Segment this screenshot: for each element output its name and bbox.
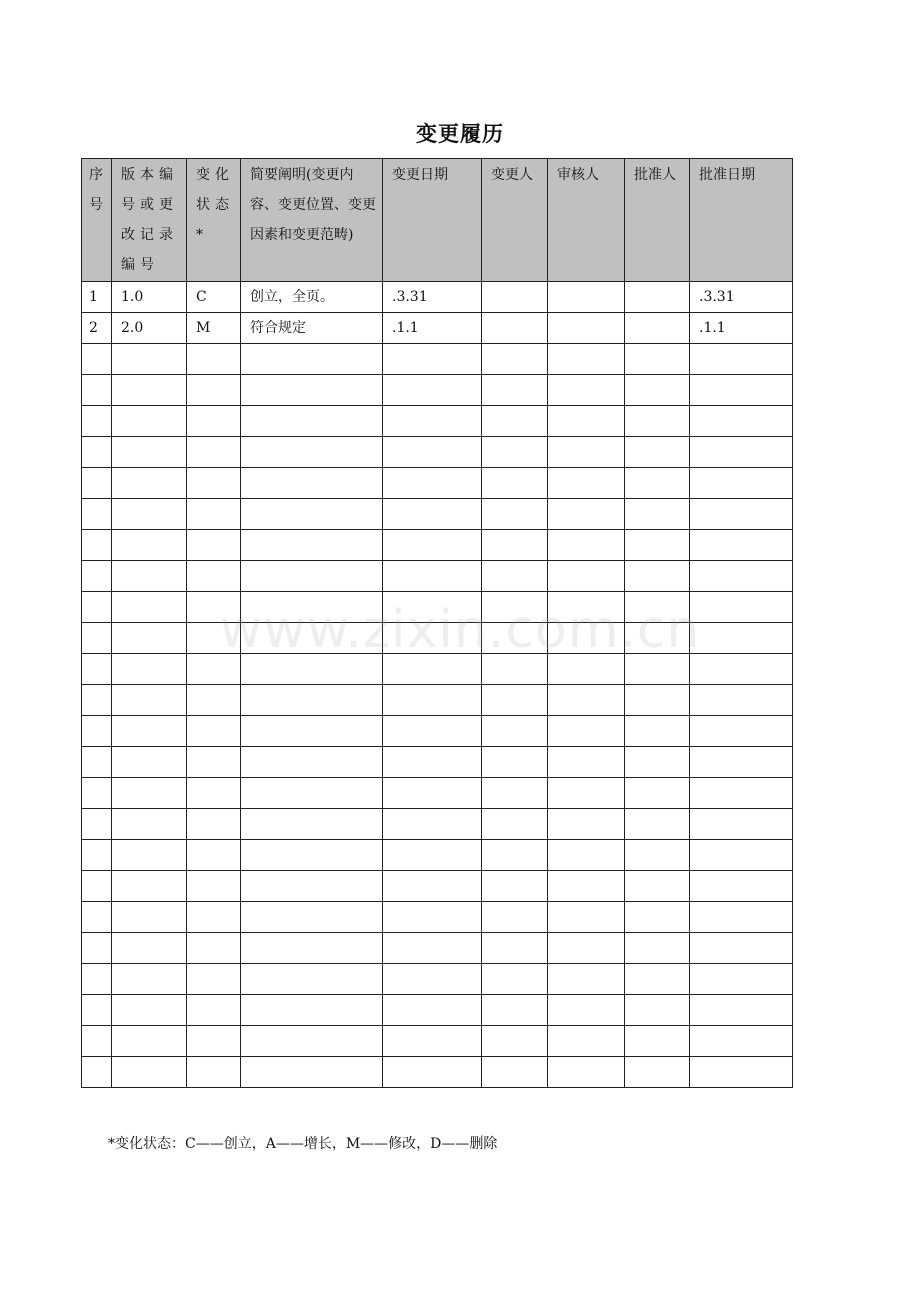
document-title: 变更履历 <box>416 122 504 146</box>
cell-change-status <box>187 437 241 468</box>
cell-change-status <box>187 685 241 716</box>
cell-change-date <box>383 871 482 902</box>
cell-changed-by <box>482 685 548 716</box>
cell-reviewer <box>548 375 625 406</box>
cell-change-date <box>383 964 482 995</box>
cell-change-date <box>383 1026 482 1057</box>
cell-version-no <box>112 1057 187 1088</box>
cell-changed-by <box>482 499 548 530</box>
cell-change-date <box>383 747 482 778</box>
cell-serial-no <box>82 375 112 406</box>
cell-description <box>241 530 383 561</box>
table-row <box>82 282 793 313</box>
cell-changed-by <box>482 313 548 344</box>
cell-reviewer <box>548 406 625 437</box>
cell-serial-no <box>82 840 112 871</box>
cell-approval-date <box>690 716 793 747</box>
cell-change-date <box>383 654 482 685</box>
table-row <box>82 530 793 561</box>
cell-approval-date <box>690 530 793 561</box>
header-version-no: 版本编号或更改记录编号 <box>112 159 187 282</box>
cell-changed-by <box>482 1057 548 1088</box>
cell-change-status <box>187 375 241 406</box>
cell-version-no <box>112 592 187 623</box>
cell-description <box>241 468 383 499</box>
cell-reviewer <box>548 747 625 778</box>
table-row <box>82 654 793 685</box>
cell-serial-no <box>82 592 112 623</box>
cell-description: 创立，全页。 <box>241 282 383 313</box>
cell-approver <box>625 995 690 1026</box>
cell-version-no <box>112 1026 187 1057</box>
cell-change-date <box>383 809 482 840</box>
cell-change-date <box>383 530 482 561</box>
cell-approver <box>625 902 690 933</box>
table-row <box>82 902 793 933</box>
cell-reviewer <box>548 313 625 344</box>
cell-description <box>241 623 383 654</box>
cell-serial-no: 1 <box>82 282 112 313</box>
cell-approval-date: .3.31 <box>690 282 793 313</box>
cell-change-status <box>187 1026 241 1057</box>
cell-reviewer <box>548 716 625 747</box>
cell-description <box>241 406 383 437</box>
cell-approver <box>625 1026 690 1057</box>
cell-serial-no <box>82 344 112 375</box>
cell-reviewer <box>548 592 625 623</box>
table-row <box>82 995 793 1026</box>
cell-version-no <box>112 344 187 375</box>
cell-change-date <box>383 1057 482 1088</box>
cell-description <box>241 375 383 406</box>
cell-change-date <box>383 375 482 406</box>
cell-serial-no <box>82 995 112 1026</box>
cell-changed-by <box>482 530 548 561</box>
status-legend-footnote: *变化状态：C——创立，A——增长，M——修改，D——删除 <box>108 1136 498 1152</box>
table-row <box>82 592 793 623</box>
cell-change-status: C <box>187 282 241 313</box>
table-row <box>82 685 793 716</box>
cell-serial-no <box>82 561 112 592</box>
cell-change-status <box>187 468 241 499</box>
cell-reviewer <box>548 685 625 716</box>
cell-approval-date <box>690 375 793 406</box>
cell-change-status <box>187 530 241 561</box>
cell-serial-no <box>82 654 112 685</box>
cell-description <box>241 840 383 871</box>
cell-change-status <box>187 809 241 840</box>
cell-reviewer <box>548 437 625 468</box>
cell-approver <box>625 716 690 747</box>
cell-change-status <box>187 964 241 995</box>
cell-reviewer <box>548 282 625 313</box>
cell-approver <box>625 375 690 406</box>
cell-change-date: .3.31 <box>383 282 482 313</box>
cell-version-no <box>112 871 187 902</box>
cell-serial-no <box>82 716 112 747</box>
cell-description <box>241 716 383 747</box>
cell-description <box>241 685 383 716</box>
table-row <box>82 840 793 871</box>
cell-reviewer <box>548 902 625 933</box>
cell-changed-by <box>482 623 548 654</box>
cell-change-date <box>383 468 482 499</box>
cell-approver <box>625 840 690 871</box>
cell-approver <box>625 437 690 468</box>
cell-change-date <box>383 933 482 964</box>
header-change-status: 变化状态* <box>187 159 241 282</box>
table-row <box>82 871 793 902</box>
cell-approval-date <box>690 1026 793 1057</box>
cell-approver <box>625 747 690 778</box>
cell-changed-by <box>482 871 548 902</box>
header-reviewer: 审核人 <box>548 159 625 282</box>
cell-approver <box>625 809 690 840</box>
header-serial-no: 序号 <box>82 159 112 282</box>
cell-approver <box>625 685 690 716</box>
cell-serial-no <box>82 747 112 778</box>
cell-description <box>241 344 383 375</box>
table-row <box>82 747 793 778</box>
cell-change-date <box>383 840 482 871</box>
cell-change-status <box>187 716 241 747</box>
cell-version-no <box>112 623 187 654</box>
cell-approval-date <box>690 499 793 530</box>
cell-approval-date <box>690 1057 793 1088</box>
cell-description <box>241 809 383 840</box>
cell-approval-date <box>690 406 793 437</box>
cell-change-status <box>187 592 241 623</box>
cell-reviewer <box>548 1026 625 1057</box>
cell-description <box>241 902 383 933</box>
cell-approver <box>625 499 690 530</box>
cell-changed-by <box>482 840 548 871</box>
cell-change-status <box>187 933 241 964</box>
cell-reviewer <box>548 778 625 809</box>
cell-approval-date <box>690 344 793 375</box>
cell-version-no <box>112 747 187 778</box>
table-row <box>82 778 793 809</box>
cell-reviewer <box>548 1057 625 1088</box>
cell-approver <box>625 406 690 437</box>
table-row <box>82 406 793 437</box>
cell-version-no <box>112 437 187 468</box>
cell-approver <box>625 1057 690 1088</box>
cell-reviewer <box>548 871 625 902</box>
cell-approver <box>625 871 690 902</box>
cell-change-date: .1.1 <box>383 313 482 344</box>
cell-version-no <box>112 933 187 964</box>
cell-change-date <box>383 592 482 623</box>
cell-reviewer <box>548 995 625 1026</box>
cell-serial-no <box>82 778 112 809</box>
cell-changed-by <box>482 1026 548 1057</box>
cell-reviewer <box>548 530 625 561</box>
cell-approver <box>625 313 690 344</box>
cell-approver <box>625 468 690 499</box>
cell-change-date <box>383 778 482 809</box>
cell-reviewer <box>548 809 625 840</box>
cell-change-status <box>187 840 241 871</box>
cell-approval-date <box>690 964 793 995</box>
cell-version-no <box>112 840 187 871</box>
cell-version-no <box>112 375 187 406</box>
cell-description <box>241 778 383 809</box>
cell-reviewer <box>548 468 625 499</box>
cell-changed-by <box>482 282 548 313</box>
cell-serial-no <box>82 933 112 964</box>
cell-changed-by <box>482 964 548 995</box>
cell-change-date <box>383 344 482 375</box>
cell-reviewer <box>548 933 625 964</box>
cell-approver <box>625 964 690 995</box>
cell-change-status <box>187 499 241 530</box>
table-header <box>82 159 793 282</box>
cell-description <box>241 933 383 964</box>
cell-description <box>241 964 383 995</box>
cell-serial-no <box>82 499 112 530</box>
table-row <box>82 313 793 344</box>
cell-change-status <box>187 344 241 375</box>
header-approver: 批准人 <box>625 159 690 282</box>
cell-approver <box>625 282 690 313</box>
table-row <box>82 375 793 406</box>
cell-change-status <box>187 654 241 685</box>
cell-change-status <box>187 778 241 809</box>
cell-changed-by <box>482 468 548 499</box>
cell-changed-by <box>482 406 548 437</box>
cell-reviewer <box>548 499 625 530</box>
table-row <box>82 499 793 530</box>
cell-version-no <box>112 406 187 437</box>
cell-description <box>241 871 383 902</box>
cell-serial-no <box>82 530 112 561</box>
cell-approver <box>625 561 690 592</box>
cell-changed-by <box>482 747 548 778</box>
table-body <box>82 282 793 1088</box>
cell-changed-by <box>482 809 548 840</box>
cell-reviewer <box>548 561 625 592</box>
cell-version-no <box>112 995 187 1026</box>
cell-changed-by <box>482 995 548 1026</box>
table-row <box>82 468 793 499</box>
cell-changed-by <box>482 654 548 685</box>
cell-serial-no <box>82 809 112 840</box>
cell-changed-by <box>482 902 548 933</box>
cell-serial-no <box>82 1026 112 1057</box>
change-history-table <box>81 158 793 1088</box>
cell-version-no <box>112 654 187 685</box>
cell-reviewer <box>548 623 625 654</box>
cell-approval-date <box>690 778 793 809</box>
table-row <box>82 933 793 964</box>
cell-change-date <box>383 561 482 592</box>
cell-serial-no <box>82 437 112 468</box>
cell-changed-by <box>482 716 548 747</box>
cell-changed-by <box>482 561 548 592</box>
cell-serial-no <box>82 902 112 933</box>
cell-change-status <box>187 747 241 778</box>
cell-version-no <box>112 499 187 530</box>
cell-version-no: 2.0 <box>112 313 187 344</box>
cell-changed-by <box>482 437 548 468</box>
cell-description <box>241 499 383 530</box>
cell-approval-date <box>690 809 793 840</box>
cell-version-no <box>112 530 187 561</box>
header-change-date: 变更日期 <box>383 159 482 282</box>
cell-version-no <box>112 964 187 995</box>
cell-description <box>241 995 383 1026</box>
cell-reviewer <box>548 344 625 375</box>
cell-approval-date: .1.1 <box>690 313 793 344</box>
header-approval-date: 批准日期 <box>690 159 793 282</box>
cell-change-status <box>187 902 241 933</box>
cell-serial-no <box>82 964 112 995</box>
cell-change-status <box>187 871 241 902</box>
cell-change-date <box>383 406 482 437</box>
cell-change-date <box>383 623 482 654</box>
cell-reviewer <box>548 840 625 871</box>
cell-serial-no: 2 <box>82 313 112 344</box>
cell-description <box>241 437 383 468</box>
table-row <box>82 716 793 747</box>
cell-version-no <box>112 778 187 809</box>
cell-approval-date <box>690 561 793 592</box>
cell-serial-no <box>82 468 112 499</box>
table-row <box>82 437 793 468</box>
cell-description <box>241 654 383 685</box>
cell-change-status <box>187 1057 241 1088</box>
cell-serial-no <box>82 685 112 716</box>
table-row <box>82 561 793 592</box>
table-row <box>82 623 793 654</box>
cell-approval-date <box>690 437 793 468</box>
header-changed-by: 变更人 <box>482 159 548 282</box>
cell-changed-by <box>482 375 548 406</box>
cell-approval-date <box>690 840 793 871</box>
cell-approval-date <box>690 871 793 902</box>
cell-changed-by <box>482 933 548 964</box>
cell-approver <box>625 530 690 561</box>
cell-changed-by <box>482 778 548 809</box>
cell-reviewer <box>548 654 625 685</box>
cell-change-date <box>383 995 482 1026</box>
cell-change-date <box>383 685 482 716</box>
table-row <box>82 344 793 375</box>
cell-approval-date <box>690 685 793 716</box>
cell-change-status <box>187 623 241 654</box>
cell-approval-date <box>690 623 793 654</box>
cell-description <box>241 561 383 592</box>
cell-version-no: 1.0 <box>112 282 187 313</box>
cell-approval-date <box>690 592 793 623</box>
cell-approver <box>625 654 690 685</box>
cell-approval-date <box>690 902 793 933</box>
watermark: www.zixin.com.cn <box>219 600 701 660</box>
cell-version-no <box>112 685 187 716</box>
header-description: 简要阐明(变更内容、变更位置、变更因素和变更范畴) <box>241 159 383 282</box>
cell-change-status: M <box>187 313 241 344</box>
cell-changed-by <box>482 344 548 375</box>
cell-description: 符合规定 <box>241 313 383 344</box>
cell-approver <box>625 933 690 964</box>
cell-version-no <box>112 716 187 747</box>
cell-description <box>241 747 383 778</box>
cell-change-status <box>187 561 241 592</box>
cell-change-date <box>383 902 482 933</box>
cell-change-date <box>383 499 482 530</box>
header-row <box>82 159 793 282</box>
cell-approver <box>625 623 690 654</box>
cell-serial-no <box>82 871 112 902</box>
cell-version-no <box>112 809 187 840</box>
cell-approval-date <box>690 933 793 964</box>
cell-approval-date <box>690 654 793 685</box>
table-row <box>82 809 793 840</box>
cell-approver <box>625 344 690 375</box>
cell-changed-by <box>482 592 548 623</box>
table-row <box>82 964 793 995</box>
cell-version-no <box>112 468 187 499</box>
cell-reviewer <box>548 964 625 995</box>
cell-description <box>241 1057 383 1088</box>
cell-serial-no <box>82 623 112 654</box>
cell-approver <box>625 592 690 623</box>
cell-change-status <box>187 406 241 437</box>
cell-change-date <box>383 716 482 747</box>
cell-change-date <box>383 437 482 468</box>
cell-version-no <box>112 902 187 933</box>
cell-description <box>241 592 383 623</box>
cell-approval-date <box>690 747 793 778</box>
table-row <box>82 1026 793 1057</box>
cell-serial-no <box>82 406 112 437</box>
cell-serial-no <box>82 1057 112 1088</box>
cell-approver <box>625 778 690 809</box>
cell-change-status <box>187 995 241 1026</box>
table-row <box>82 1057 793 1088</box>
cell-version-no <box>112 561 187 592</box>
cell-description <box>241 1026 383 1057</box>
cell-approval-date <box>690 468 793 499</box>
cell-approval-date <box>690 995 793 1026</box>
